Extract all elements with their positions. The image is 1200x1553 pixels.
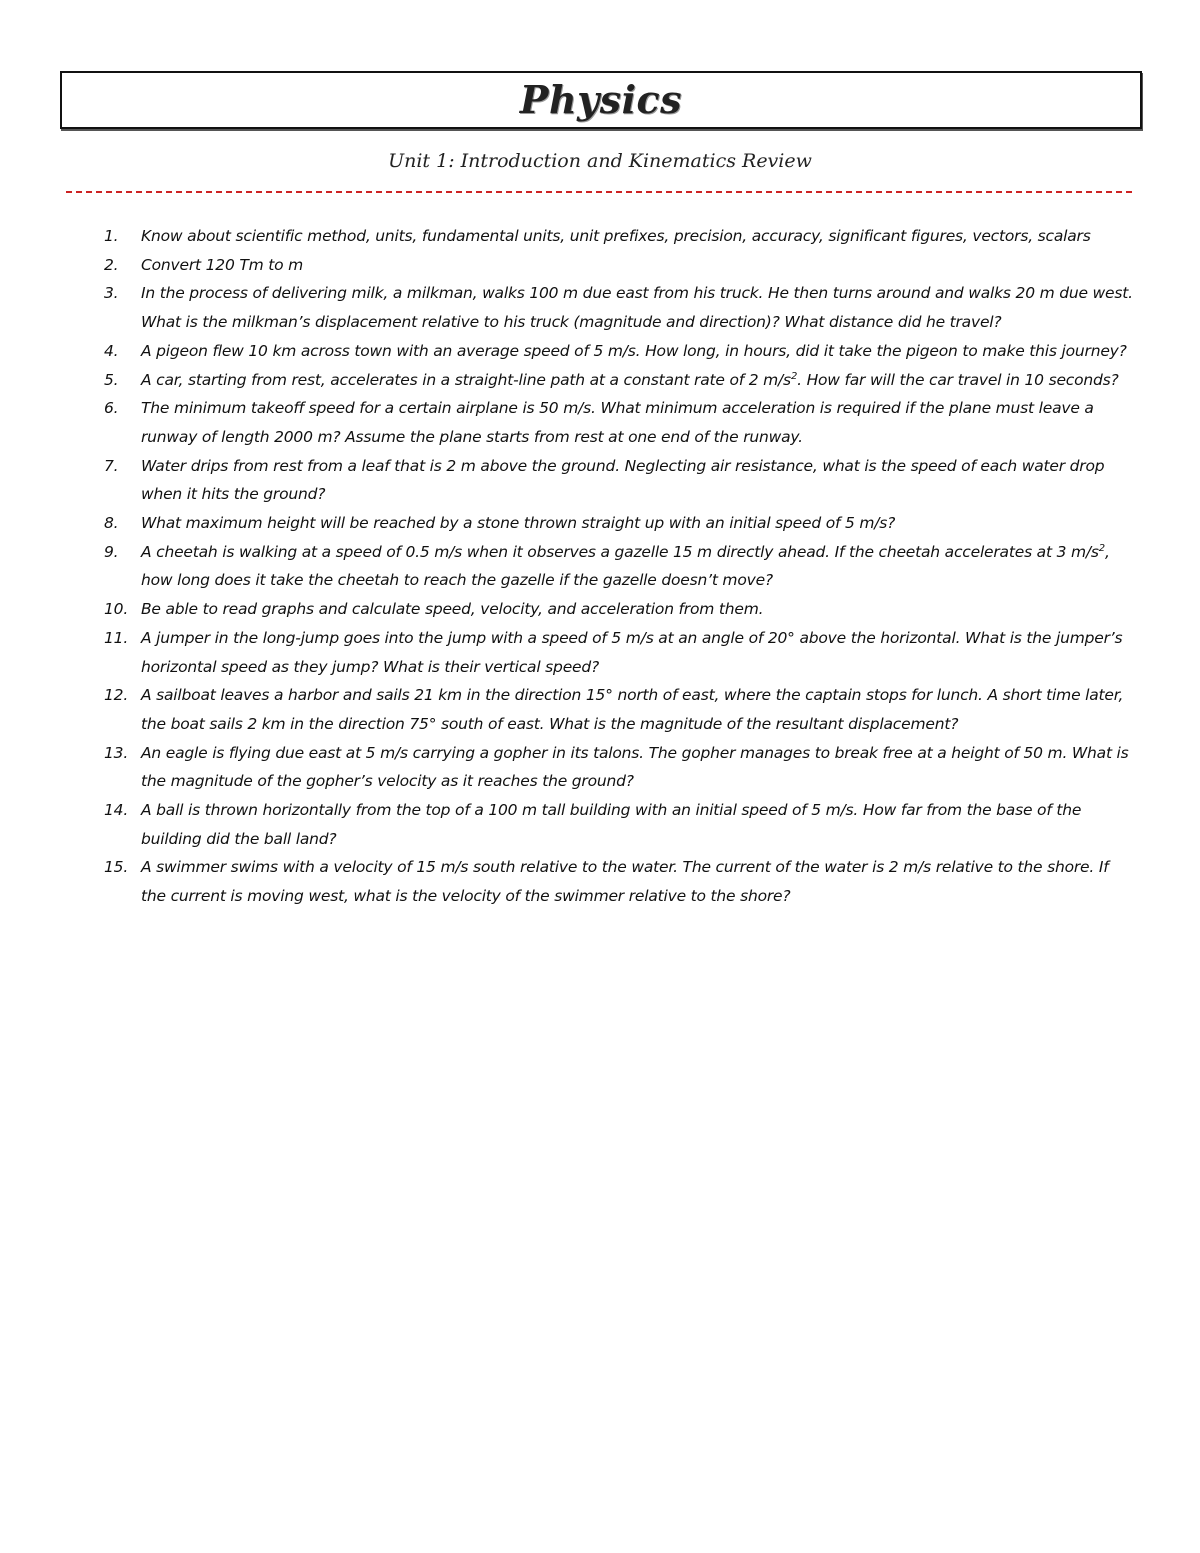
- question-number: 6.: [104, 399, 119, 418]
- question-item: [0, 739, 1200, 796]
- question-number: 8.: [104, 514, 119, 533]
- question-text-post: , how long does it take the cheetah to reach the gazelle if the gazelle doesn’t move?: [141, 542, 1110, 590]
- question-text-post: . How far will the car travel in 10 seconds?: [797, 370, 1119, 389]
- question-text: Know about scientific method, units, fundamental units, unit prefixes, precision, accuracy, significant figures, vectors, scalars: [141, 227, 1091, 245]
- question-item: [0, 538, 1200, 595]
- question-item: [0, 595, 1200, 624]
- question-number: 1.: [104, 227, 119, 245]
- question-number: 14.: [104, 801, 129, 820]
- question-text: [141, 543, 1110, 590]
- question-item: [0, 624, 1200, 681]
- question-item: [0, 251, 1200, 280]
- unit-subtitle: Unit 1: Introduction and Kinematics Review: [388, 150, 812, 172]
- question-number: 3.: [104, 284, 119, 303]
- question-number: 11.: [104, 628, 129, 647]
- question-item: [0, 452, 1200, 509]
- question-item: [0, 394, 1200, 451]
- page-title: Physics: [519, 77, 683, 122]
- question-number: 13.: [104, 743, 129, 762]
- question-number: 9.: [104, 542, 119, 561]
- question-number: 15.: [104, 858, 129, 877]
- question-item: [0, 796, 1200, 853]
- question-number: 5.: [104, 370, 119, 389]
- question-item: [0, 366, 1200, 395]
- question-item: [0, 279, 1200, 336]
- question-text: An eagle is flying due east at 5 m/s carrying a gopher in its talons. The gopher manages to break free at a height of 50 m. What is the magnitude of the gopher’s velocity as it reaches the ground?: [141, 743, 1129, 791]
- question-item: [0, 509, 1200, 538]
- question-text: A ball is thrown horizontally from the top of a 100 m tall building with an initial speed of 5 m/s. How far from the base of the building did the ball land?: [141, 801, 1082, 848]
- question-list: [0, 222, 1200, 911]
- exponent: 2: [1098, 542, 1105, 554]
- question-text: Water drips from rest from a leaf that is 2 m above the ground. Neglecting air resistance, what is the speed of each water drop when it hits the ground?: [141, 456, 1105, 504]
- exponent: 2: [790, 370, 798, 382]
- question-number: 7.: [104, 456, 119, 475]
- dashed-divider: [66, 191, 1132, 193]
- question-number: 12.: [104, 686, 129, 705]
- question-text: A swimmer swims with a velocity of 15 m/s south relative to the water. The current of the water is 2 m/s relative to the shore. If the current is moving west, what is the velocity of the swimmer relative to the shore?: [141, 858, 1109, 906]
- question-text: Be able to read graphs and calculate speed, velocity, and acceleration from them.: [141, 600, 764, 619]
- title-box: [60, 71, 1142, 129]
- question-text: A pigeon flew 10 km across town with an average speed of 5 m/s. How long, in hours, did it take the pigeon to make this journey?: [141, 341, 1127, 360]
- question-text-pre: A car, starting from rest, accelerates in a straight-line path at a constant rate of 2 m/s: [141, 370, 791, 389]
- question-text: A jumper in the long-jump goes into the jump with a speed of 5 m/s at an angle of 20° above the horizontal. What is the jumper’s horizontal speed as they jump? What is their vertical speed?: [141, 628, 1123, 676]
- question-text: Convert 120 Tm to m: [141, 255, 304, 274]
- question-text-pre: A cheetah is walking at a speed of 0.5 m/s when it observes a gazelle 15 m directly ahead. If the cheetah accelerates at 3 m/s: [141, 542, 1099, 561]
- question-text: [141, 371, 1119, 389]
- question-text: A sailboat leaves a harbor and sails 21 km in the direction 15° north of east, where the captain stops for lunch. A short time later, the boat sails 2 km in the direction 75° south of east. What is the magnitude of the resultant displacement?: [141, 686, 1124, 733]
- question-item: [0, 337, 1200, 366]
- question-item: [0, 681, 1200, 738]
- question-text: What maximum height will be reached by a stone thrown straight up with an initial speed of 5 m/s?: [141, 514, 896, 533]
- question-text: In the process of delivering milk, a milkman, walks 100 m due east from his truck. He then turns around and walks 20 m due west. What is the milkman’s displacement relative to his truck (magnitude and direction)? What distance did he travel?: [141, 284, 1133, 332]
- question-number: 4.: [104, 341, 119, 360]
- question-number: 2.: [104, 255, 119, 274]
- question-item: [0, 222, 1200, 251]
- question-text: The minimum takeoff speed for a certain airplane is 50 m/s. What minimum acceleration is required if the plane must leave a runway of length 2000 m? Assume the plane starts from rest at one end of the runway.: [141, 399, 1094, 446]
- question-number: 10.: [104, 600, 129, 619]
- question-item: [0, 853, 1200, 910]
